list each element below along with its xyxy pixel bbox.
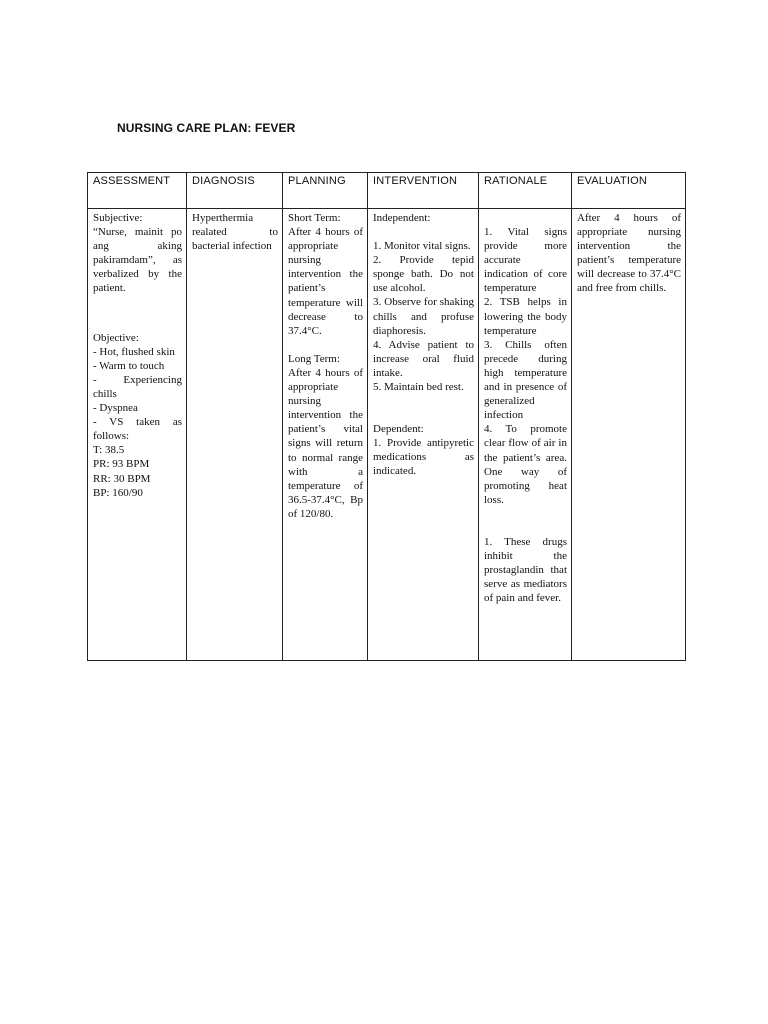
objective-item: - Warm to touch	[93, 359, 165, 372]
independent-label: Independent:	[373, 212, 431, 224]
vital-temperature: T: 38.5	[93, 444, 125, 457]
document-title: NURSING CARE PLAN: FEVER	[117, 121, 296, 135]
long-term-text: After 4 hours of appropriate nursing intervention the patient’s vital signs will return to normal range with a temperature of 36.5-37.4°C, Bp of 120/80.	[288, 366, 363, 520]
subjective-label: Subjective:	[93, 212, 143, 224]
rationale-item: 4. To promote clear flow of air in the patient’s area. One way of promoting heat loss.	[484, 423, 567, 506]
short-term-text: After 4 hours of appropriate nursing intervention the patient’s temperature will decrease to 37.4°C.	[288, 226, 363, 337]
header-rationale: RATIONALE	[479, 173, 572, 209]
short-term-label: Short Term:	[288, 212, 341, 224]
rationale-item: 2. TSB helps in lowering the body temperature	[484, 296, 567, 337]
intervention-item: 1. Monitor vital signs.	[373, 240, 471, 253]
vital-blood-pressure: BP: 160/90	[93, 486, 143, 499]
evaluation-text: After 4 hours of appropriate nursing intervention the patient’s temperature will decrease to 37.4°C and free from chills.	[577, 212, 681, 295]
intervention-cell	[368, 209, 479, 661]
assessment-cell	[88, 209, 187, 661]
rationale-item: 1. These drugs inhibit the prostaglandin that serve as mediators of pain and fever.	[484, 535, 567, 605]
long-term-label: Long Term:	[288, 352, 340, 365]
intervention-item: 2. Provide tepid sponge bath. Do not use alcohol.	[373, 254, 474, 295]
diagnosis-cell	[187, 209, 283, 661]
objective-label: Objective:	[93, 331, 139, 344]
care-plan-table	[87, 172, 686, 661]
header-diagnosis: DIAGNOSIS	[187, 173, 283, 209]
objective-item: - Dyspnea	[93, 402, 138, 415]
intervention-item: 1. Provide antipyretic medications as indicated.	[373, 437, 474, 478]
intervention-item: 5. Maintain bed rest.	[373, 381, 464, 394]
header-evaluation: EVALUATION	[572, 173, 686, 209]
dependent-label: Dependent:	[373, 423, 424, 436]
planning-cell	[283, 209, 368, 661]
subjective-text: “Nurse, mainit po ang aking pakiramdam”, as verbalized by the patient.	[93, 226, 182, 295]
diagnosis-text: Hyperthermia realated to bacterial infection	[192, 212, 278, 253]
header-intervention: INTERVENTION	[368, 173, 479, 209]
rationale-item: 3. Chills often precede during high temperature and in presence of generalized infection	[484, 338, 567, 422]
objective-item: - Experiencing chills	[93, 373, 182, 400]
evaluation-cell	[572, 209, 686, 661]
header-assessment: ASSESSMENT	[88, 173, 187, 209]
intervention-item: 3. Observe for shaking chills and profuse diaphoresis.	[373, 296, 474, 337]
intervention-item: 4. Advise patient to increase oral fluid intake.	[373, 338, 474, 379]
table-header-row	[88, 173, 686, 209]
vital-pulse-rate: PR: 93 BPM	[93, 458, 150, 471]
table-row	[88, 209, 686, 661]
objective-item: - VS taken as follows:	[93, 416, 182, 443]
vital-respiratory-rate: RR: 30 BPM	[93, 472, 151, 485]
header-planning: PLANNING	[283, 173, 368, 209]
objective-item: - Hot, flushed skin	[93, 345, 175, 358]
rationale-item: 1. Vital signs provide more accurate indication of core temperature	[484, 226, 567, 295]
rationale-cell	[479, 209, 572, 661]
